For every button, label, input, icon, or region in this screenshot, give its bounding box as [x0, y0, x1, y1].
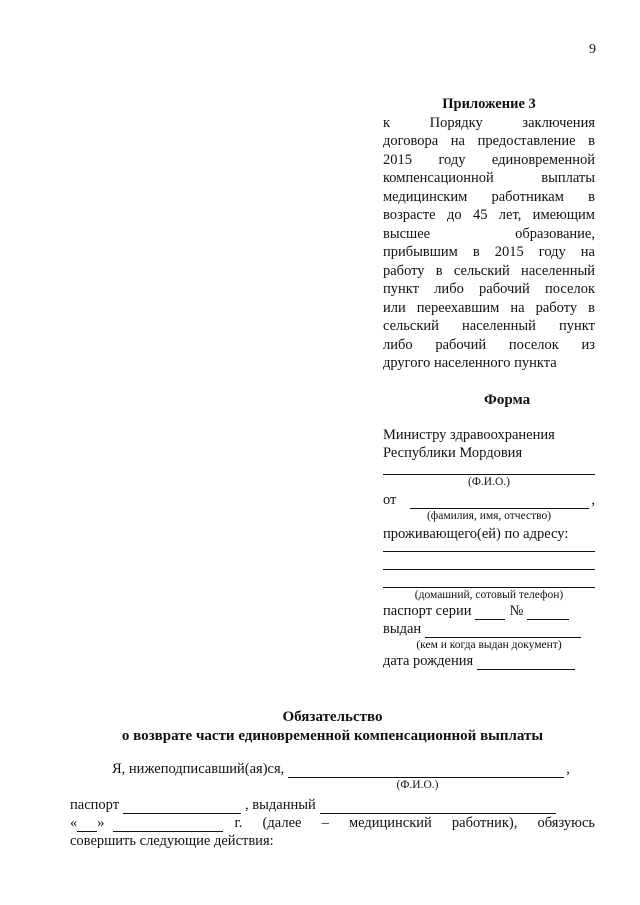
appendix-line: высшее образование, — [383, 225, 595, 242]
passport-field[interactable] — [123, 800, 241, 814]
fio-caption: (Ф.И.О.) — [468, 476, 510, 488]
address-field-2[interactable] — [383, 569, 595, 570]
issued-by-field[interactable] — [320, 800, 556, 814]
appendix-line: сельский населенный пункт — [383, 318, 595, 334]
page-number: 9 — [589, 42, 596, 57]
appendix-line: к Порядку заключения — [383, 114, 595, 131]
from-field[interactable] — [410, 495, 589, 509]
appendix-line: или переехавшим на работу в — [383, 299, 595, 316]
appendix-title: Приложение 3 — [442, 96, 536, 112]
signer-fio-field[interactable] — [288, 764, 564, 778]
issued-field[interactable] — [425, 624, 581, 638]
appendix-line: возрасте до 45 лет, имеющим — [383, 207, 595, 223]
intro-comma: , — [566, 761, 570, 777]
number-sign: № — [509, 603, 524, 619]
obligation-title: Обязательство — [282, 709, 383, 725]
addressee-line-2: Республики Мордовия — [383, 445, 523, 461]
form-label: Форма — [484, 392, 531, 408]
day-field[interactable] — [77, 818, 97, 832]
appendix-line: работу в сельский населенный — [383, 262, 595, 279]
year-text: г. (далее – медицинский работник), обязуюсь — [234, 815, 595, 831]
passport-number-field[interactable] — [527, 606, 569, 620]
quote-close: » — [97, 815, 105, 831]
residing-label: проживающего(ей) по адресу: — [383, 526, 569, 542]
appendix-line: 2015 году единовременной — [383, 151, 595, 168]
birth-date-label: дата рождения — [383, 653, 474, 669]
issued-by-label: , выданный — [245, 797, 316, 813]
appendix-text — [383, 114, 595, 373]
quote-open: « — [70, 815, 78, 831]
passport-series-label: паспорт серии — [383, 603, 472, 619]
obligation-heading — [70, 708, 595, 746]
issued-caption: (кем и когда выдан документ) — [416, 639, 562, 651]
last-line: совершить следующие действия: — [70, 833, 274, 849]
signer-fio-caption: (Ф.И.О.) — [396, 779, 439, 791]
appendix-line: медицинским работникам в — [383, 188, 595, 205]
passport-label: паспорт — [70, 797, 120, 813]
intro-text: Я, нижеподписавший(ая)ся, — [112, 761, 285, 777]
appendix-block — [383, 95, 595, 373]
obligation-body — [70, 760, 595, 850]
month-year-field[interactable] — [113, 818, 223, 832]
appendix-line: пункт либо рабочий поселок — [383, 281, 595, 297]
from-label: от — [383, 492, 397, 508]
from-caption: (фамилия, имя, отчество) — [426, 510, 552, 522]
addressee-block — [383, 426, 595, 670]
birth-date-field[interactable] — [477, 656, 575, 670]
phone-caption: (домашний, сотовый телефон) — [414, 589, 564, 601]
appendix-line: прибывшим в 2015 году на — [383, 244, 595, 260]
appendix-line: компенсационной выплаты — [383, 170, 595, 186]
from-comma: , — [591, 492, 595, 508]
obligation-subtitle: о возврате части единовременной компенсационной выплаты — [121, 728, 544, 744]
addressee-line-1: Министру здравоохранения — [383, 427, 555, 443]
issued-label: выдан — [383, 621, 422, 637]
passport-series-field[interactable] — [475, 606, 505, 620]
address-field-1[interactable] — [383, 551, 595, 552]
appendix-line: договора на предоставление в — [383, 133, 595, 149]
appendix-line: либо рабочий поселок из — [383, 336, 595, 353]
appendix-line: другого населенного пункта — [383, 355, 557, 371]
